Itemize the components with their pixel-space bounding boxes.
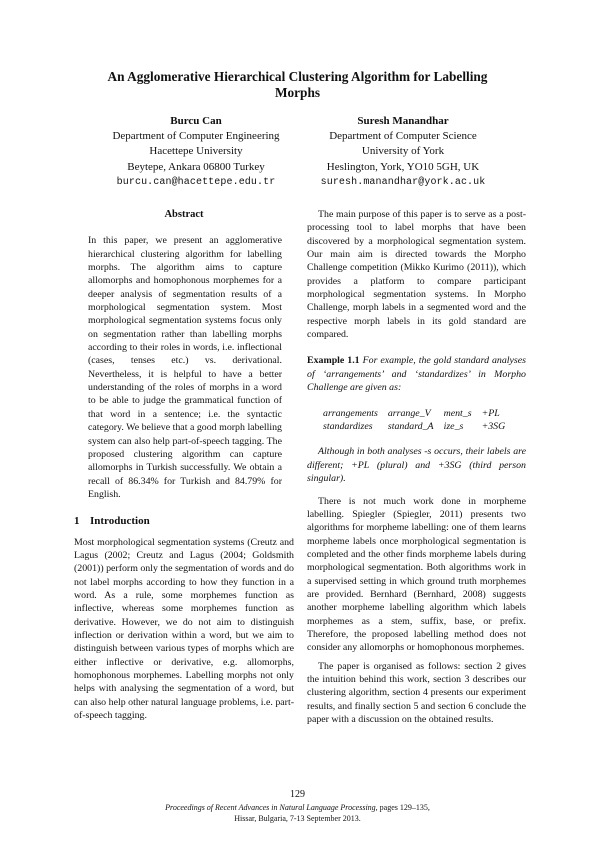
example-row: [323, 407, 515, 420]
section-title: Introduction: [90, 515, 150, 528]
author-address: Beytepe, Ankara 06800 Turkey: [127, 160, 265, 173]
proceedings-pages: , pages 129–135,: [375, 803, 430, 812]
section-number: 1: [74, 515, 80, 528]
page-number: 129: [290, 789, 305, 800]
example-text: For example, the gold standard analyses of ‘arrangements’ and ‘standardizes’ in Morpho Challenge are given as:: [307, 355, 526, 394]
example-cell: ment_s: [443, 408, 472, 420]
abstract-heading: Abstract: [164, 209, 204, 220]
paper-title: An Agglomerative Hierarchical Clustering Algorithm for Labelling Morphs: [107, 69, 488, 100]
author-name: Suresh Manandhar: [357, 115, 449, 127]
author-email: burcu.can@hacettepe.edu.tr: [116, 176, 276, 188]
proceedings-footer: [0, 803, 595, 812]
author-block-2: [298, 114, 508, 190]
author-department: Department of Computer Science: [329, 130, 477, 143]
intro-paragraph: Most morphological segmentation systems (Creutz and Lagus (2002; Creutz and Lagus (2004; Goldsmith (2001)) perform only the segmentation of words and do not label morphs according to how they function in a word. As a rule, some morphemes function as inflective, whereas some morphemes function as derivative. However, we do not aim to distinguish inflection or derivation within a word, but we aim to distinguish between various types of morphs which are either inflective or derivative, e.g. allomorphs, homophonous morphemes. Labelling morphs not only helps with analysing the segmentation of a word, but can also help other natural language problems, i.e. part-of-speech tagging.: [74, 536, 294, 722]
author-department: Department of Computer Engineering: [112, 130, 280, 143]
left-column: [74, 208, 294, 722]
example-block: [307, 354, 526, 485]
example-note: Although in both analyses -s occurs, their labels are different; +PL (plural) and +3SG (third person singular).: [307, 446, 526, 485]
author-address: Heslington, York, YO10 5GH, UK: [326, 160, 480, 173]
example-cell: +PL: [481, 408, 500, 420]
example-cell: arrangements: [323, 408, 378, 420]
author-name: Burcu Can: [170, 115, 222, 127]
example-row: [323, 420, 515, 433]
author-institution: Hacettepe University: [149, 145, 243, 158]
proceedings-location: Hissar, Bulgaria, 7-13 September 2013.: [234, 814, 361, 823]
example-cell: standardizes: [323, 421, 373, 433]
body-paragraph: The main purpose of this paper is to serve as a post-processing tool to label morphs that have been discovered by a morphological segmentation system. Our main aim is directed towards the Morpho Challenge competition (Mikko Kurimo (2011)), which provides a platform to compare participant morphological segmentation systems. In Morpho Challenge, morph labels in a segmented word and the respective morph labels in its gold standard are compared.: [307, 209, 526, 341]
section-heading-introduction: [74, 515, 294, 528]
example-cell: arrange_V: [387, 408, 431, 420]
example-cell: +3SG: [481, 421, 506, 433]
body-paragraph: There is not much work done in morpheme labelling. Spiegler (Spiegler, 2011) presents two algorithms for morpheme labelling: one of them learns morpheme labels once morphological segmentation is completed and the other finds morpheme labels during morphological segmentation. Both algorithms work in a supervised setting in which ground truth morphemes are provided. Bernhard (Bernhard, 2008) suggests another morpheme labelling algorithm which labels morphemes as a stem, suffix, base, or prefix. Therefore, the proposed labelling method does not consider any allomorphs or homophonous morphemes.: [307, 495, 526, 654]
example-cell: ize_s: [443, 421, 464, 433]
proceedings-name: Proceedings of Recent Advances in Natural Language Processing: [165, 803, 376, 812]
example-cell: standard_A: [387, 421, 434, 433]
example-table: [323, 407, 515, 433]
example-label: Example 1.1: [307, 355, 360, 367]
author-institution: University of York: [361, 145, 445, 158]
author-email: suresh.manandhar@york.ac.uk: [320, 176, 486, 188]
author-block-1: [91, 114, 301, 190]
right-column: [307, 208, 526, 726]
body-paragraph: The paper is organised as follows: section 2 gives the intuition behind this work, section 3 describes our clustering algorithm, section 4 presents our experiment results, and finally section 5 and section 6 conclude the paper with a discussion on the obtained results.: [307, 660, 526, 725]
abstract-text: In this paper, we present an agglomerative hierarchical clustering algorithm for labelling morphs. The algorithm aims to capture allomorphs and homophonous morphemes for a deeper analysis of segmentation results of a morphological segmentation system. Most morphological segmentation systems focus only on segmentation rather than labelling morphs according to their roles in words, i.e. inflectional (cases, tenses etc.) vs. derivational. Nevertheless, it is helpful to have a better understanding of the roles of morphs in a word to be able to judge the grammatical function of that word in a sentence; i.e. the syntactic category. We believe that a good morph labelling system can also help part-of-speech tagging. The proposed clustering algorithm can capture allomorphs in Turkish successfully. We obtain a recall of 86.34% for Turkish and 84.79% for English.: [88, 235, 282, 500]
